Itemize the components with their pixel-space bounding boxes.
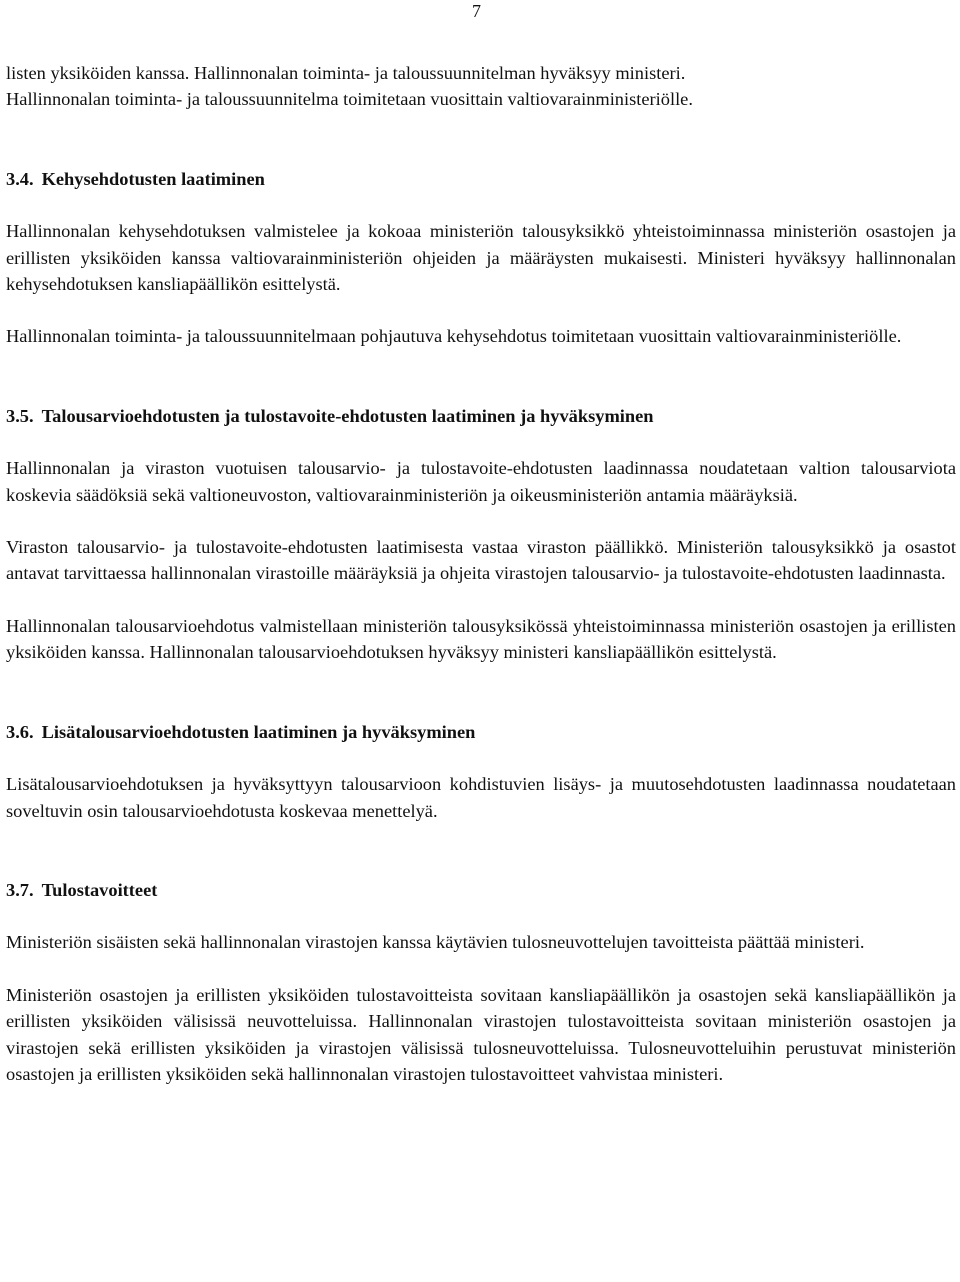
section-title: Tulostavoitteet [41,879,158,900]
paragraph: Viraston talousarvio- ja tulostavoite-ehdotusten laatimisesta vastaa viraston päällikkö. Ministeriön talousyksikkö ja osastot antavat tarvittaessa hallinnonalan virastoille määräyksiä ja ohjeita virastojen talousarvio- ja tulostavoite-ehdotusten laadinnasta. [6,537,956,584]
paragraph: Hallinnonalan kehysehdotuksen valmistelee ja kokoaa ministeriön talousyksikkö yhteistoiminnassa ministeriön osastojen ja erillisten yksiköiden kanssa valtiovarainministeriön ohjeiden ja määräysten mukaisesti. Ministeri hyväksyy hallinnonalan kehysehdotuksen kansliapäällikön esittelystä. [6,221,956,295]
page-number: 7 [472,1,481,21]
section-title: Lisätalousarvioehdotusten laatiminen ja hyväksyminen [41,721,476,742]
section-heading-3-6 [6,719,956,745]
section-title: Talousarvioehdotusten ja tulostavoite-ehdotusten laatiminen ja hyväksyminen [41,405,654,426]
section-number: 3.4. [6,168,34,189]
paragraph: Ministeriön osastojen ja erillisten yksiköiden tulostavoitteista sovitaan kansliapäällikön ja osastojen sekä kansliapäällikön ja erillisten yksiköiden välisissä neuvotteluissa. Hallinnonalan virastojen tulostavoitteista sovitaan ministeriön osastojen ja virastojen sekä erillisten yksiköiden ja virastojen välisissä tulosneuvotteluissa. Tulosneuvotteluihin perustuvat ministeriön osastojen ja erillisten yksiköiden sekä hallinnonalan virastojen tulostavoitteet vahvistaa ministeri. [6,984,956,1084]
paragraph: Hallinnonalan talousarvioehdotus valmistellaan ministeriön talousyksikössä yhteistoiminnassa ministeriön osastojen ja erillisten yksiköiden kanssa. Hallinnonalan talousarvioehdotuksen hyväksyy ministeri kansliapäällikön esittelystä. [6,615,956,663]
section-number: 3.7. [6,879,34,900]
paragraph: Lisätalousarvioehdotuksen ja hyväksyttyyn talousarvioon kohdistuvien lisäys- ja muutosehdotusten laadinnassa noudatetaan soveltuvin osin talousarvioehdotusta koskevaa menettelyä. [6,774,956,821]
paragraph: Hallinnonalan ja viraston vuotuisen talousarvio- ja tulostavoite-ehdotusten laadinnassa noudatetaan valtion talousarviota koskevia säädöksiä sekä valtioneuvoston, valtiovarainministeriön ja oikeusministeriön antamia määräyksiä. [6,458,956,505]
section-heading-3-5 [6,403,956,429]
paragraph-continued: listen yksiköiden kanssa. Hallinnonalan toiminta- ja taloussuunnitelman hyväksyy ministeri. [6,63,686,83]
section-number: 3.6. [6,721,34,742]
paragraph: Ministeriön sisäisten sekä hallinnonalan virastojen kanssa käytävien tulosneuvottelujen tavoitteista päättää ministeri. [6,932,865,953]
section-title: Kehysehdotusten laatiminen [41,168,265,189]
section-heading-3-4 [6,166,956,192]
document-body [6,60,956,1087]
paragraph: Hallinnonalan toiminta- ja taloussuunnitelma toimitetaan vuosittain valtiovarainministeriölle. [6,89,693,110]
section-heading-3-7 [6,877,956,903]
paragraph: Hallinnonalan toiminta- ja taloussuunnitelmaan pohjautuva kehysehdotus toimitetaan vuosittain valtiovarainministeriölle. [6,326,902,347]
section-number: 3.5. [6,405,34,426]
